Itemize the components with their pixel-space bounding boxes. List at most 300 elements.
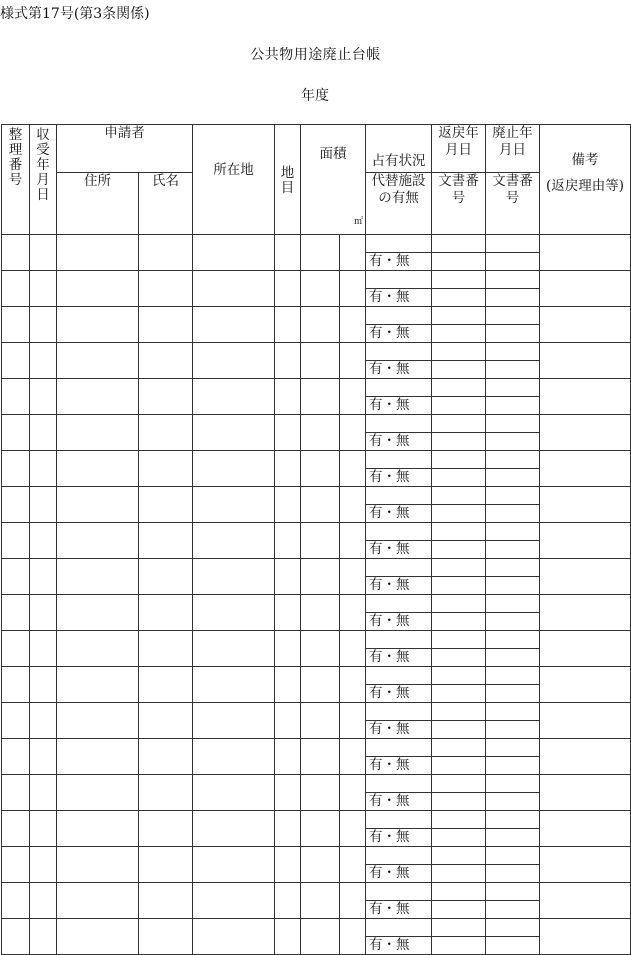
cell-return-doc[interactable]: [432, 793, 486, 811]
cell-area-b[interactable]: [340, 811, 366, 847]
cell-land[interactable]: [275, 451, 301, 487]
cell-land[interactable]: [275, 739, 301, 775]
cell-location[interactable]: [193, 703, 275, 739]
cell-abolish-doc[interactable]: [486, 325, 540, 343]
cell-area-b[interactable]: [340, 235, 366, 271]
cell-address[interactable]: [57, 379, 139, 415]
cell-abolish-date[interactable]: [486, 847, 540, 865]
cell-abolish-date[interactable]: [486, 559, 540, 577]
cell-alt-facility-yes-no[interactable]: 有・無: [366, 613, 432, 631]
cell-area-b[interactable]: [340, 883, 366, 919]
cell-serial[interactable]: [2, 739, 30, 775]
cell-return-date[interactable]: [432, 307, 486, 325]
cell-abolish-doc[interactable]: [486, 937, 540, 955]
cell-location[interactable]: [193, 631, 275, 667]
cell-land[interactable]: [275, 559, 301, 595]
cell-name[interactable]: [139, 415, 193, 451]
cell-address[interactable]: [57, 523, 139, 559]
cell-abolish-date[interactable]: [486, 415, 540, 433]
cell-location[interactable]: [193, 595, 275, 631]
cell-received[interactable]: [30, 883, 57, 919]
cell-location[interactable]: [193, 811, 275, 847]
cell-remarks[interactable]: [540, 307, 631, 343]
cell-area-b[interactable]: [340, 559, 366, 595]
cell-name[interactable]: [139, 451, 193, 487]
cell-remarks[interactable]: [540, 235, 631, 271]
cell-area-a[interactable]: [301, 847, 340, 883]
cell-occupancy[interactable]: [366, 883, 432, 901]
cell-address[interactable]: [57, 307, 139, 343]
cell-abolish-doc[interactable]: [486, 901, 540, 919]
cell-return-date[interactable]: [432, 595, 486, 613]
cell-occupancy[interactable]: [366, 271, 432, 289]
cell-abolish-doc[interactable]: [486, 577, 540, 595]
cell-alt-facility-yes-no[interactable]: 有・無: [366, 901, 432, 919]
cell-serial[interactable]: [2, 235, 30, 271]
cell-land[interactable]: [275, 919, 301, 955]
cell-name[interactable]: [139, 847, 193, 883]
cell-serial[interactable]: [2, 631, 30, 667]
cell-area-b[interactable]: [340, 703, 366, 739]
cell-name[interactable]: [139, 523, 193, 559]
cell-serial[interactable]: [2, 919, 30, 955]
cell-received[interactable]: [30, 343, 57, 379]
cell-name[interactable]: [139, 343, 193, 379]
cell-area-b[interactable]: [340, 343, 366, 379]
cell-area-a[interactable]: [301, 559, 340, 595]
cell-name[interactable]: [139, 775, 193, 811]
cell-received[interactable]: [30, 379, 57, 415]
cell-area-b[interactable]: [340, 451, 366, 487]
cell-abolish-date[interactable]: [486, 775, 540, 793]
cell-location[interactable]: [193, 235, 275, 271]
cell-land[interactable]: [275, 415, 301, 451]
cell-address[interactable]: [57, 559, 139, 595]
cell-land[interactable]: [275, 235, 301, 271]
cell-name[interactable]: [139, 271, 193, 307]
cell-abolish-date[interactable]: [486, 811, 540, 829]
cell-name[interactable]: [139, 379, 193, 415]
cell-received[interactable]: [30, 415, 57, 451]
cell-name[interactable]: [139, 631, 193, 667]
cell-occupancy[interactable]: [366, 415, 432, 433]
cell-return-doc[interactable]: [432, 829, 486, 847]
cell-remarks[interactable]: [540, 703, 631, 739]
cell-abolish-date[interactable]: [486, 523, 540, 541]
cell-serial[interactable]: [2, 307, 30, 343]
cell-location[interactable]: [193, 667, 275, 703]
cell-area-a[interactable]: [301, 667, 340, 703]
cell-land[interactable]: [275, 811, 301, 847]
cell-address[interactable]: [57, 883, 139, 919]
cell-area-b[interactable]: [340, 847, 366, 883]
cell-abolish-date[interactable]: [486, 703, 540, 721]
cell-return-doc[interactable]: [432, 613, 486, 631]
cell-area-b[interactable]: [340, 487, 366, 523]
cell-abolish-doc[interactable]: [486, 685, 540, 703]
cell-return-doc[interactable]: [432, 469, 486, 487]
cell-abolish-date[interactable]: [486, 451, 540, 469]
cell-location[interactable]: [193, 451, 275, 487]
cell-received[interactable]: [30, 559, 57, 595]
cell-return-doc[interactable]: [432, 289, 486, 307]
cell-return-date[interactable]: [432, 703, 486, 721]
cell-serial[interactable]: [2, 595, 30, 631]
cell-return-doc[interactable]: [432, 685, 486, 703]
cell-alt-facility-yes-no[interactable]: 有・無: [366, 397, 432, 415]
cell-area-a[interactable]: [301, 739, 340, 775]
cell-address[interactable]: [57, 487, 139, 523]
cell-area-a[interactable]: [301, 415, 340, 451]
cell-abolish-doc[interactable]: [486, 433, 540, 451]
cell-remarks[interactable]: [540, 487, 631, 523]
cell-occupancy[interactable]: [366, 739, 432, 757]
cell-serial[interactable]: [2, 559, 30, 595]
cell-abolish-doc[interactable]: [486, 757, 540, 775]
cell-address[interactable]: [57, 415, 139, 451]
cell-location[interactable]: [193, 523, 275, 559]
cell-area-a[interactable]: [301, 595, 340, 631]
cell-land[interactable]: [275, 307, 301, 343]
cell-occupancy[interactable]: [366, 631, 432, 649]
cell-area-b[interactable]: [340, 415, 366, 451]
cell-return-date[interactable]: [432, 235, 486, 253]
cell-serial[interactable]: [2, 883, 30, 919]
cell-address[interactable]: [57, 631, 139, 667]
cell-occupancy[interactable]: [366, 487, 432, 505]
cell-occupancy[interactable]: [366, 595, 432, 613]
cell-alt-facility-yes-no[interactable]: 有・無: [366, 361, 432, 379]
cell-area-a[interactable]: [301, 523, 340, 559]
cell-remarks[interactable]: [540, 343, 631, 379]
cell-return-doc[interactable]: [432, 505, 486, 523]
cell-return-date[interactable]: [432, 631, 486, 649]
cell-return-date[interactable]: [432, 379, 486, 397]
cell-land[interactable]: [275, 847, 301, 883]
cell-location[interactable]: [193, 847, 275, 883]
cell-address[interactable]: [57, 595, 139, 631]
cell-abolish-date[interactable]: [486, 739, 540, 757]
cell-name[interactable]: [139, 883, 193, 919]
cell-received[interactable]: [30, 523, 57, 559]
cell-abolish-doc[interactable]: [486, 289, 540, 307]
cell-return-doc[interactable]: [432, 721, 486, 739]
cell-serial[interactable]: [2, 811, 30, 847]
cell-location[interactable]: [193, 919, 275, 955]
cell-land[interactable]: [275, 883, 301, 919]
cell-name[interactable]: [139, 559, 193, 595]
cell-location[interactable]: [193, 307, 275, 343]
cell-land[interactable]: [275, 703, 301, 739]
cell-abolish-date[interactable]: [486, 487, 540, 505]
cell-remarks[interactable]: [540, 415, 631, 451]
cell-location[interactable]: [193, 739, 275, 775]
cell-address[interactable]: [57, 235, 139, 271]
cell-abolish-date[interactable]: [486, 919, 540, 937]
cell-abolish-date[interactable]: [486, 595, 540, 613]
cell-area-b[interactable]: [340, 739, 366, 775]
cell-return-doc[interactable]: [432, 937, 486, 955]
cell-received[interactable]: [30, 811, 57, 847]
cell-received[interactable]: [30, 739, 57, 775]
cell-area-b[interactable]: [340, 667, 366, 703]
cell-return-doc[interactable]: [432, 253, 486, 271]
cell-name[interactable]: [139, 595, 193, 631]
cell-received[interactable]: [30, 667, 57, 703]
cell-land[interactable]: [275, 271, 301, 307]
cell-location[interactable]: [193, 379, 275, 415]
cell-area-a[interactable]: [301, 307, 340, 343]
cell-return-date[interactable]: [432, 811, 486, 829]
cell-land[interactable]: [275, 775, 301, 811]
cell-area-a[interactable]: [301, 379, 340, 415]
cell-address[interactable]: [57, 271, 139, 307]
cell-serial[interactable]: [2, 451, 30, 487]
cell-remarks[interactable]: [540, 523, 631, 559]
cell-area-a[interactable]: [301, 487, 340, 523]
cell-land[interactable]: [275, 523, 301, 559]
cell-abolish-date[interactable]: [486, 883, 540, 901]
cell-return-date[interactable]: [432, 415, 486, 433]
cell-return-date[interactable]: [432, 343, 486, 361]
cell-name[interactable]: [139, 739, 193, 775]
cell-abolish-doc[interactable]: [486, 649, 540, 667]
cell-serial[interactable]: [2, 523, 30, 559]
cell-return-date[interactable]: [432, 919, 486, 937]
cell-return-date[interactable]: [432, 523, 486, 541]
cell-received[interactable]: [30, 631, 57, 667]
cell-area-b[interactable]: [340, 595, 366, 631]
cell-address[interactable]: [57, 667, 139, 703]
cell-abolish-doc[interactable]: [486, 541, 540, 559]
cell-serial[interactable]: [2, 847, 30, 883]
cell-abolish-doc[interactable]: [486, 253, 540, 271]
cell-alt-facility-yes-no[interactable]: 有・無: [366, 289, 432, 307]
cell-occupancy[interactable]: [366, 559, 432, 577]
cell-area-a[interactable]: [301, 883, 340, 919]
cell-address[interactable]: [57, 775, 139, 811]
cell-received[interactable]: [30, 271, 57, 307]
cell-abolish-date[interactable]: [486, 379, 540, 397]
cell-land[interactable]: [275, 379, 301, 415]
cell-abolish-doc[interactable]: [486, 361, 540, 379]
cell-return-doc[interactable]: [432, 541, 486, 559]
cell-location[interactable]: [193, 775, 275, 811]
cell-abolish-doc[interactable]: [486, 721, 540, 739]
cell-alt-facility-yes-no[interactable]: 有・無: [366, 865, 432, 883]
cell-area-b[interactable]: [340, 919, 366, 955]
cell-land[interactable]: [275, 487, 301, 523]
cell-abolish-date[interactable]: [486, 271, 540, 289]
cell-return-doc[interactable]: [432, 397, 486, 415]
cell-return-date[interactable]: [432, 667, 486, 685]
cell-return-date[interactable]: [432, 883, 486, 901]
cell-remarks[interactable]: [540, 847, 631, 883]
cell-name[interactable]: [139, 919, 193, 955]
cell-remarks[interactable]: [540, 811, 631, 847]
cell-received[interactable]: [30, 487, 57, 523]
cell-received[interactable]: [30, 775, 57, 811]
cell-return-date[interactable]: [432, 847, 486, 865]
cell-occupancy[interactable]: [366, 811, 432, 829]
cell-serial[interactable]: [2, 379, 30, 415]
cell-area-a[interactable]: [301, 271, 340, 307]
cell-occupancy[interactable]: [366, 343, 432, 361]
cell-alt-facility-yes-no[interactable]: 有・無: [366, 541, 432, 559]
cell-return-doc[interactable]: [432, 433, 486, 451]
cell-alt-facility-yes-no[interactable]: 有・無: [366, 685, 432, 703]
cell-serial[interactable]: [2, 703, 30, 739]
cell-return-date[interactable]: [432, 271, 486, 289]
cell-area-a[interactable]: [301, 811, 340, 847]
cell-serial[interactable]: [2, 343, 30, 379]
cell-alt-facility-yes-no[interactable]: 有・無: [366, 433, 432, 451]
cell-return-doc[interactable]: [432, 361, 486, 379]
cell-abolish-doc[interactable]: [486, 865, 540, 883]
cell-remarks[interactable]: [540, 595, 631, 631]
cell-remarks[interactable]: [540, 559, 631, 595]
cell-abolish-date[interactable]: [486, 235, 540, 253]
cell-return-doc[interactable]: [432, 865, 486, 883]
cell-land[interactable]: [275, 595, 301, 631]
cell-land[interactable]: [275, 631, 301, 667]
cell-name[interactable]: [139, 703, 193, 739]
cell-address[interactable]: [57, 847, 139, 883]
cell-alt-facility-yes-no[interactable]: 有・無: [366, 649, 432, 667]
cell-remarks[interactable]: [540, 775, 631, 811]
cell-remarks[interactable]: [540, 919, 631, 955]
cell-received[interactable]: [30, 847, 57, 883]
cell-name[interactable]: [139, 667, 193, 703]
cell-alt-facility-yes-no[interactable]: 有・無: [366, 325, 432, 343]
cell-abolish-date[interactable]: [486, 307, 540, 325]
cell-abolish-doc[interactable]: [486, 613, 540, 631]
cell-return-doc[interactable]: [432, 325, 486, 343]
cell-return-date[interactable]: [432, 739, 486, 757]
cell-occupancy[interactable]: [366, 703, 432, 721]
cell-return-date[interactable]: [432, 775, 486, 793]
cell-area-a[interactable]: [301, 703, 340, 739]
cell-alt-facility-yes-no[interactable]: 有・無: [366, 577, 432, 595]
cell-occupancy[interactable]: [366, 451, 432, 469]
cell-area-a[interactable]: [301, 235, 340, 271]
cell-area-a[interactable]: [301, 919, 340, 955]
cell-received[interactable]: [30, 919, 57, 955]
cell-remarks[interactable]: [540, 739, 631, 775]
cell-remarks[interactable]: [540, 631, 631, 667]
cell-area-b[interactable]: [340, 379, 366, 415]
cell-alt-facility-yes-no[interactable]: 有・無: [366, 937, 432, 955]
cell-alt-facility-yes-no[interactable]: 有・無: [366, 829, 432, 847]
cell-occupancy[interactable]: [366, 307, 432, 325]
cell-alt-facility-yes-no[interactable]: 有・無: [366, 721, 432, 739]
cell-abolish-doc[interactable]: [486, 505, 540, 523]
cell-return-date[interactable]: [432, 451, 486, 469]
cell-name[interactable]: [139, 487, 193, 523]
cell-serial[interactable]: [2, 667, 30, 703]
cell-received[interactable]: [30, 307, 57, 343]
cell-serial[interactable]: [2, 271, 30, 307]
cell-alt-facility-yes-no[interactable]: 有・無: [366, 793, 432, 811]
cell-address[interactable]: [57, 811, 139, 847]
cell-return-doc[interactable]: [432, 757, 486, 775]
cell-return-date[interactable]: [432, 487, 486, 505]
cell-return-doc[interactable]: [432, 649, 486, 667]
cell-location[interactable]: [193, 487, 275, 523]
cell-alt-facility-yes-no[interactable]: 有・無: [366, 469, 432, 487]
cell-area-a[interactable]: [301, 451, 340, 487]
cell-area-b[interactable]: [340, 631, 366, 667]
cell-location[interactable]: [193, 415, 275, 451]
cell-location[interactable]: [193, 343, 275, 379]
cell-area-b[interactable]: [340, 523, 366, 559]
cell-remarks[interactable]: [540, 379, 631, 415]
cell-received[interactable]: [30, 703, 57, 739]
cell-received[interactable]: [30, 451, 57, 487]
cell-abolish-date[interactable]: [486, 631, 540, 649]
cell-area-a[interactable]: [301, 631, 340, 667]
cell-received[interactable]: [30, 235, 57, 271]
cell-area-a[interactable]: [301, 775, 340, 811]
cell-occupancy[interactable]: [366, 919, 432, 937]
cell-serial[interactable]: [2, 415, 30, 451]
cell-abolish-date[interactable]: [486, 343, 540, 361]
cell-name[interactable]: [139, 307, 193, 343]
cell-occupancy[interactable]: [366, 379, 432, 397]
cell-location[interactable]: [193, 883, 275, 919]
cell-return-date[interactable]: [432, 559, 486, 577]
cell-occupancy[interactable]: [366, 775, 432, 793]
cell-address[interactable]: [57, 919, 139, 955]
cell-land[interactable]: [275, 343, 301, 379]
cell-return-doc[interactable]: [432, 901, 486, 919]
cell-address[interactable]: [57, 451, 139, 487]
cell-name[interactable]: [139, 811, 193, 847]
cell-alt-facility-yes-no[interactable]: 有・無: [366, 757, 432, 775]
cell-abolish-date[interactable]: [486, 667, 540, 685]
cell-location[interactable]: [193, 559, 275, 595]
cell-area-b[interactable]: [340, 271, 366, 307]
cell-remarks[interactable]: [540, 271, 631, 307]
cell-return-doc[interactable]: [432, 577, 486, 595]
cell-area-b[interactable]: [340, 775, 366, 811]
cell-serial[interactable]: [2, 775, 30, 811]
cell-address[interactable]: [57, 343, 139, 379]
cell-area-b[interactable]: [340, 307, 366, 343]
cell-received[interactable]: [30, 595, 57, 631]
cell-abolish-doc[interactable]: [486, 469, 540, 487]
cell-occupancy[interactable]: [366, 667, 432, 685]
cell-name[interactable]: [139, 235, 193, 271]
cell-remarks[interactable]: [540, 883, 631, 919]
cell-address[interactable]: [57, 739, 139, 775]
cell-location[interactable]: [193, 271, 275, 307]
cell-occupancy[interactable]: [366, 235, 432, 253]
cell-address[interactable]: [57, 703, 139, 739]
cell-abolish-doc[interactable]: [486, 793, 540, 811]
cell-remarks[interactable]: [540, 667, 631, 703]
cell-occupancy[interactable]: [366, 523, 432, 541]
cell-occupancy[interactable]: [366, 847, 432, 865]
cell-remarks[interactable]: [540, 451, 631, 487]
cell-alt-facility-yes-no[interactable]: 有・無: [366, 505, 432, 523]
cell-abolish-doc[interactable]: [486, 829, 540, 847]
cell-serial[interactable]: [2, 487, 30, 523]
cell-land[interactable]: [275, 667, 301, 703]
cell-area-a[interactable]: [301, 343, 340, 379]
cell-abolish-doc[interactable]: [486, 397, 540, 415]
cell-alt-facility-yes-no[interactable]: 有・無: [366, 253, 432, 271]
